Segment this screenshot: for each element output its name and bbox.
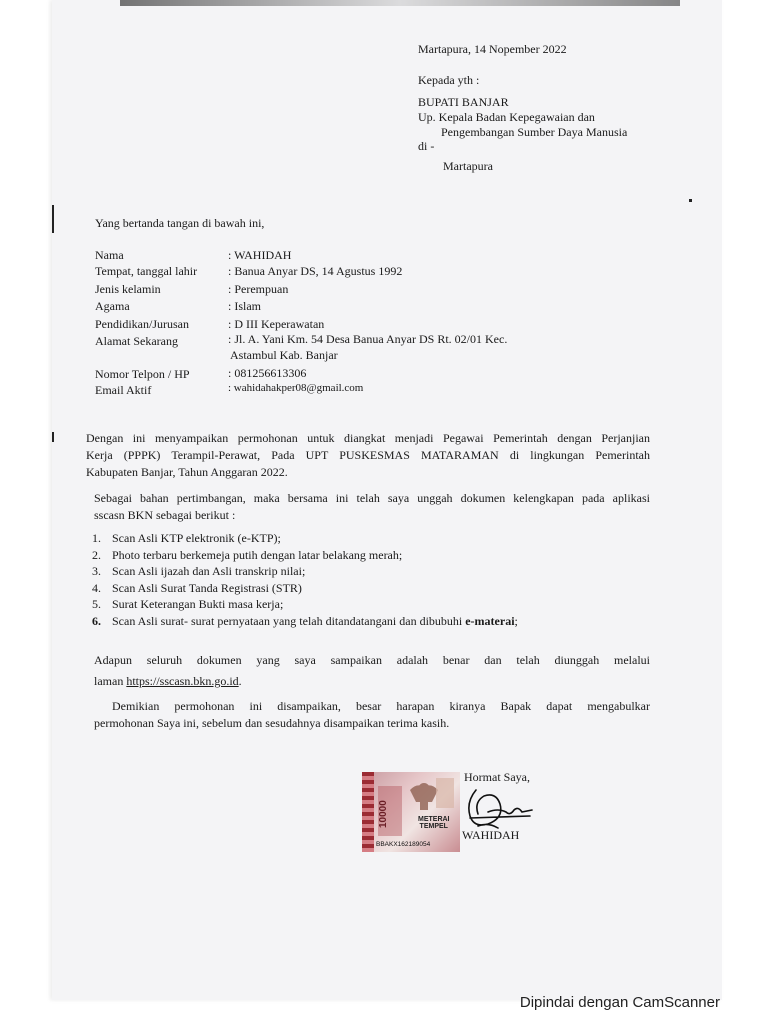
request-paragraph	[86, 430, 650, 481]
di-label: di -	[418, 139, 435, 153]
identity-label: Jenis kelamin	[95, 282, 161, 296]
para-line: Sebagai bahan pertimbangan, maka bersama ini telah saya unggah dokumen kelengkapan pada aplikasi	[94, 491, 650, 505]
identity-label: Nama	[95, 248, 124, 262]
identity-label: Nomor Telpon / HP	[95, 367, 190, 381]
closing-greeting: Hormat Saya,	[464, 770, 530, 784]
list-item: 2. Photo terbaru berkemeja putih dengan latar belakang merah;	[92, 547, 403, 562]
identity-label: Email Aktif	[95, 383, 152, 397]
identity-value: : Islam	[228, 299, 261, 313]
statement-paragraph	[94, 650, 650, 692]
up-line: Up. Kepala Badan Kepegawaian dan	[418, 110, 595, 124]
identity-value: : WAHIDAH	[228, 248, 292, 262]
garuda-emblem-icon	[362, 772, 460, 852]
list-item: 5. Surat Keterangan Bukti masa kerja;	[92, 597, 284, 611]
identity-value: : Banua Anyar DS, 14 Agustus 1992	[228, 264, 403, 278]
recipient: BUPATI BANJAR	[418, 95, 509, 109]
scan-mark	[689, 199, 692, 202]
identity-value-cont: Astambul Kab. Banjar	[230, 348, 338, 362]
signer-name: WAHIDAH	[462, 828, 520, 842]
consideration-paragraph	[94, 490, 650, 524]
para-line: sscasn BKN sebagai berikut :	[94, 508, 236, 522]
list-item: 3. Scan Asli ijazah dan Asli transkrip nilai;	[92, 564, 306, 578]
identity-label: Pendidikan/Jurusan	[95, 317, 189, 331]
meterai-stamp	[362, 772, 460, 852]
identity-value: : 081256613306	[228, 366, 307, 380]
identity-value: : Jl. A. Yani Km. 54 Desa Banua Anyar DS Rt. 02/01 Kec.	[228, 332, 508, 346]
para-line: Kerja (PPPK) Terampil-Perawat, Pada UPT PUSKESMAS MATARAMAN di lingkungan Pemerintah	[86, 448, 650, 462]
list-item: 6. Scan Asli surat- surat pernyataan yang telah ditandatangani dan dibubuhi e-materai;	[92, 613, 518, 628]
place-date: Martapura, 14 Nopember 2022	[418, 42, 567, 56]
stamp-value: 10000	[378, 800, 389, 828]
identity-label: Tempat, tanggal lahir	[95, 264, 198, 278]
intro-text: Yang bertanda tangan di bawah ini,	[95, 216, 265, 230]
stamp-label: METERAI TEMPEL	[418, 816, 450, 830]
closing-paragraph	[94, 698, 650, 732]
city: Martapura	[443, 159, 493, 173]
para-line: Kabupaten Banjar, Tahun Anggaran 2022.	[86, 465, 288, 479]
scan-mark	[52, 432, 54, 442]
up-line-2: Pengembangan Sumber Daya Manusia	[441, 125, 628, 139]
scan-edge-shadow	[120, 0, 680, 6]
para-line: Adapun seluruh dokumen yang saya sampaikan adalah benar dan telah diunggah melalui	[94, 653, 650, 667]
list-item: 1. Scan Asli KTP elektronik (e-KTP);	[92, 531, 281, 545]
para-line: Demikian permohonan ini disampaikan, besar harapan kiranya Bapak dapat mengabulkar	[112, 699, 650, 713]
to-label: Kepada yth :	[418, 73, 480, 87]
identity-label: Alamat Sekarang	[95, 334, 178, 348]
sscasn-link[interactable]: https://sscasn.bkn.go.id	[126, 674, 239, 688]
scan-mark	[52, 205, 54, 233]
identity-value: : D III Keperawatan	[228, 317, 325, 331]
identity-label: Agama	[95, 299, 130, 313]
document-list	[92, 530, 518, 629]
para-line: permohonan Saya ini, sebelum dan sesudahnya disampaikan terima kasih.	[94, 716, 450, 730]
list-item: 4. Scan Asli Surat Tanda Registrasi (STR)	[92, 580, 302, 595]
camscanner-watermark: Dipindai dengan CamScanner	[519, 994, 720, 1011]
para-line: Dengan ini menyampaikan permohonan untuk diangkat menjadi Pegawai Pemerintah dengan Perjanjian	[86, 431, 650, 445]
para-line: laman https://sscasn.bkn.go.id.	[94, 674, 242, 688]
identity-value: : Perempuan	[228, 282, 289, 296]
identity-value: : wahidahakper08@gmail.com	[228, 382, 364, 394]
stamp-serial: BBAKX162189054	[376, 841, 431, 848]
